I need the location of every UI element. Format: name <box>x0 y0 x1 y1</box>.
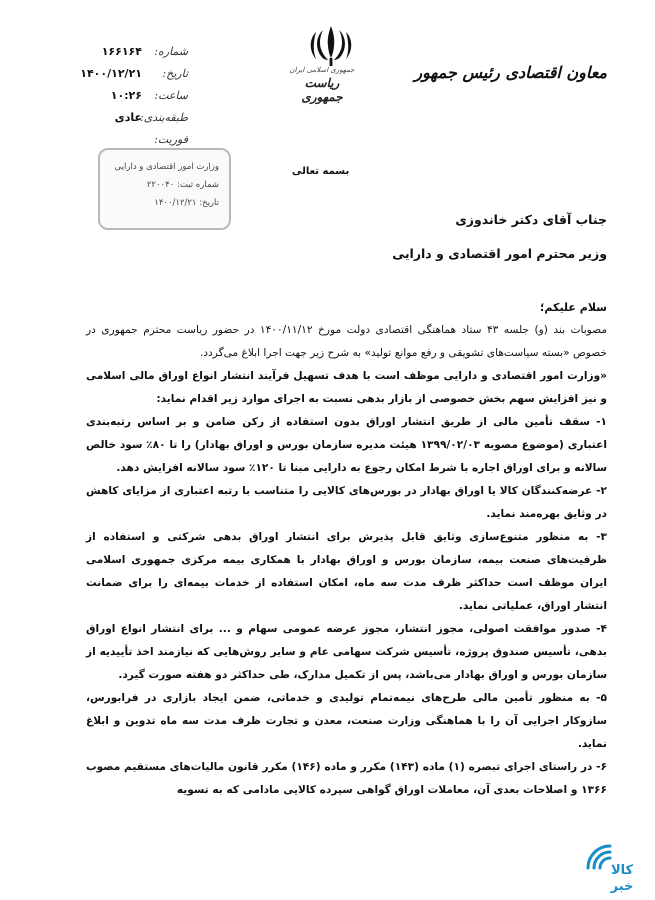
classification-value: عادی <box>114 110 142 124</box>
stamp-reg-date: تاریخ: ۱۴۰۰/۱۲/۲۱ <box>154 198 219 208</box>
stamp-reg-number: شماره ثبت: ۲۲۰۰۴۰ <box>146 180 219 190</box>
time-label: ساعت: <box>154 88 188 102</box>
letter-metadata <box>58 40 188 150</box>
stamp-ministry: وزارت امور اقتصادی و دارایی <box>114 162 219 172</box>
time-row <box>58 84 188 106</box>
addressee-name: جناب آقای دکتر خاندوزی <box>455 212 607 227</box>
org-name: ریاست جمهوری <box>301 76 343 104</box>
organization-title <box>282 66 362 104</box>
addressee <box>392 212 607 280</box>
time-value: ۱۰:۲۶ <box>110 88 142 102</box>
list-item: ۲- عرضه‌کنندگان کالا یا اوراق بهادار در بورس‌های کالایی را متناسب با رتبه اعتباری از مزایای کاهش در وثایق بهره‌مند نماید. <box>86 485 607 520</box>
bismillah: بسمه تعالی <box>292 166 350 177</box>
number-label: شماره: <box>154 44 188 58</box>
list-item: ۵- به منظور تأمین مالی طرح‌های نیمه‌تمام تولیدی و خدماتی، ضمن ایجاد بازاری در فرابورس، سازوکار اجرایی آن را با هماهنگی وزارت صنعت، معدن و تجارت ظرف مدت سه ماه تدوین و ابلاغ نماید. <box>86 692 607 750</box>
date-row <box>58 62 188 84</box>
sender-title: معاون اقتصادی رئیس جمهور <box>414 63 607 82</box>
org-country: جمهوری اسلامی ایران <box>289 66 355 74</box>
watermark-text-top: کالا <box>610 863 634 878</box>
addressee-title: وزیر محترم امور اقتصادی و دارایی <box>392 246 607 261</box>
intro-paragraph: مصوبات بند (و) جلسه ۴۳ ستاد هماهنگی اقتصادی دولت مورخ ۱۴۰۰/۱۱/۱۲ در حضور ریاست محترم جمهوری در خصوص «بسته سیاست‌های تشویقی و رفع موانع تولید» به شرح زیر جهت اجرا ابلاغ می‌گردد. <box>86 324 607 359</box>
watermark-text-bottom: خبر <box>610 879 634 894</box>
list-item: ۴- صدور موافقت اصولی، مجوز انتشار، مجوز عرضه عمومی سهام و ... برای انتشار انواع اوراق بدهی، تأسیس صندوق پروژه، تأسیس شرکت سهامی عام و سایر روش‌هایی که نیازمند اخذ تأییدیه از سازمان بورس و اوراق بهادار می‌باشد، پس از تکمیل مدارک، طی حداکثر دو هفته صورت گیرد. <box>86 623 607 681</box>
iran-emblem-icon <box>303 22 359 68</box>
urgency-label: فوریت: <box>154 132 188 146</box>
number-row <box>58 40 188 62</box>
classification-row <box>58 106 188 128</box>
list-item: ۶- در راستای اجرای تبصره (۱) ماده (۱۴۳) مکرر و ماده (۱۴۶) مکرر قانون مالیات‌های مستقیم مصوب ۱۳۶۶ و اصلاحات بعدی آن، معاملات اوراق گواهی سپرده کالایی مادامی که به تسویه <box>86 761 607 796</box>
urgency-row <box>58 128 188 150</box>
date-label: تاریخ: <box>162 66 188 80</box>
registration-stamp <box>98 148 231 230</box>
kala-khabar-logo-icon <box>580 838 640 894</box>
classification-label: طبقه‌بندی: <box>139 110 188 124</box>
list-item: ۱- سقف تأمین مالی از طریق انتشار اوراق بدون استفاده از رکن ضامن و بر اساس رتبه‌بندی اعتباری (موضوع مصوبه ۱۳۹۹/۰۲/۰۳ هیئت مدیره سازمان بورس و اوراق بهادار) را تا ۸۰٪ سود خالص سالانه و برای اوراق اجاره با شرط امکان رجوع به دارایی مبنا تا ۱۲۰٪ سود سالانه افزایش دهد. <box>86 416 607 474</box>
greeting: سلام علیکم؛ <box>540 301 607 314</box>
list-item: ۳- به منظور متنوع‌سازی وثایق قابل پذیرش برای انتشار اوراق بدهی شرکتی و استفاده از ظرفیت‌های صنعت بیمه، سازمان بورس و اوراق بهادار با همکاری بیمه مرکزی جمهوری اسلامی ایران موظف است حداکثر ظرف مدت سه ماه، امکان استفاده از خدمات بیمه‌ای را برای ضمانت انتشار اوراق، عملیاتی نماید. <box>86 531 607 612</box>
date-value: ۱۴۰۰/۱۲/۲۱ <box>80 66 142 80</box>
letter-body <box>86 296 607 802</box>
number-value: ۱۶۶۱۶۴ <box>101 44 142 58</box>
lead-paragraph: «وزارت امور اقتصادی و دارایی موظف است با هدف تسهیل فرآیند انتشار انواع اوراق مالی اسلامی و نیز افزایش سهم بخش خصوصی از بازار بدهی نسبت به اجرای موارد زیر اقدام نماید: <box>86 370 607 405</box>
